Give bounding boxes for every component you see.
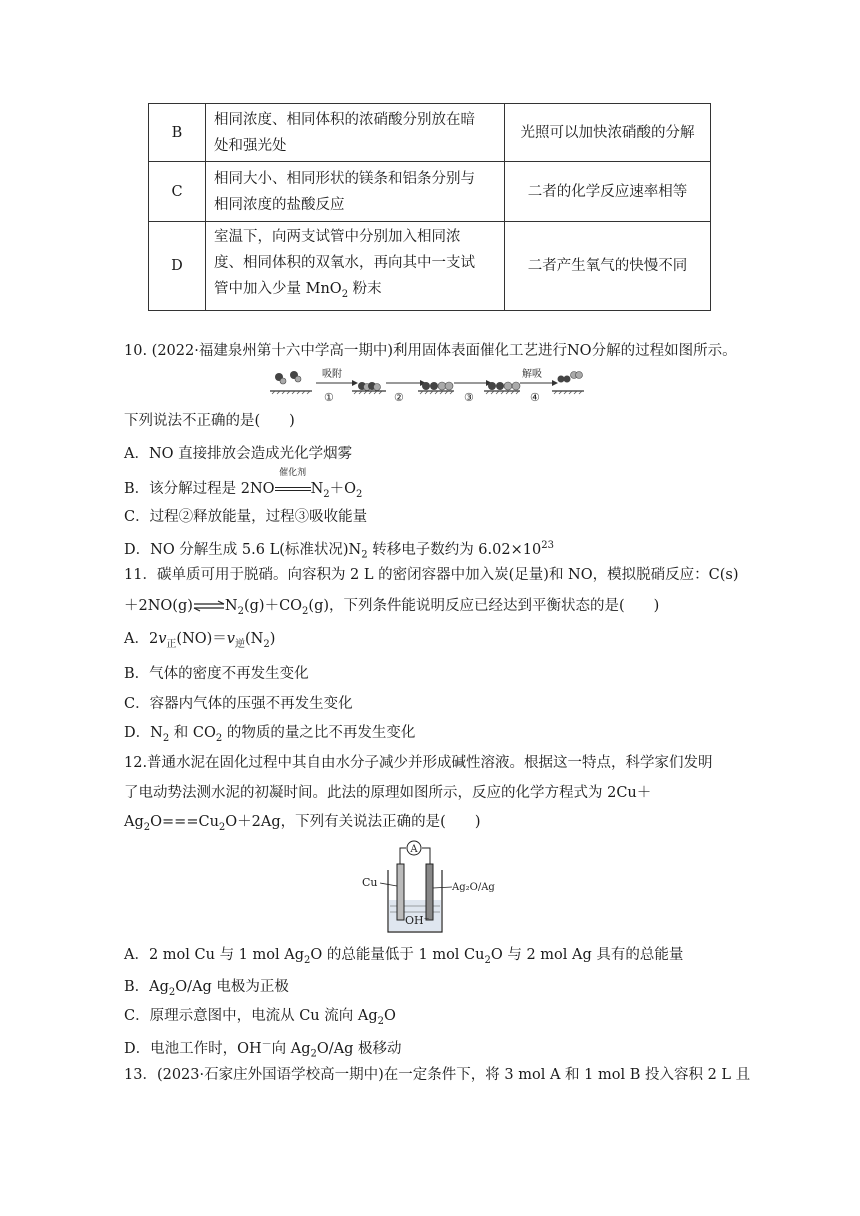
q12-stem-line2: 了电动势法测水泥的初凝时间。此法的原理如图所示，反应的化学方程式为 2Cu＋ xyxy=(124,785,652,801)
row-conclusion: 二者的化学反应速率相等 xyxy=(505,162,711,222)
step-4: ④ xyxy=(530,391,540,404)
ag2o-ag-label: Ag₂O/Ag xyxy=(452,882,495,893)
svg-text:A: A xyxy=(410,844,418,855)
options-table xyxy=(148,103,711,311)
q13-stem-line1: 13．(2023·石家庄外国语学校高一期中)在一定条件下，将 3 mol A 和 1 mol B 投入容积 2 L 且 xyxy=(124,1067,751,1083)
q12-stem-line1: 12.普通水泥在固化过程中其自由水分子减少并形成碱性溶液。根据这一特点，科学家们发明 xyxy=(124,755,713,771)
q10-stem: 10. (2022·福建泉州第十六中学高一期中)利用固体表面催化工艺进行NO分解的过程如图所示。 xyxy=(124,343,737,359)
q11-stem-line1: 11．碳单质可用于脱硝。向容积为 2 L 的密闭容器中加入炭(足量)和 NO，模拟脱硝反应：C(s) xyxy=(124,567,739,583)
q10-prompt: 下列说法不正确的是( ) xyxy=(124,413,295,429)
step-2: ② xyxy=(394,391,404,404)
q12-stem-line3: $Ag_2O===Cu_2O+2Ag$，下列有关说法正确的是( ) xyxy=(124,814,481,833)
row-conclusion: 光照可以加快浓硝酸的分解 xyxy=(505,104,711,162)
row-label: B xyxy=(149,104,206,162)
q10-option-c: C．过程②释放能量，过程③吸收能量 xyxy=(124,509,368,525)
no-decomposition-figure xyxy=(268,363,588,405)
q11-option-c: C．容器内气体的压强不再发生变化 xyxy=(124,696,353,712)
row-description: 室温下，向两支试管中分别加入相同浓 度、相同体积的双氧水，再向其中一支试 管中加入少量 MnO$_2$ 粉末 xyxy=(206,222,505,311)
battery-cell-figure xyxy=(360,840,510,940)
table-row xyxy=(149,104,711,162)
q12-option-a: A．2 mol Cu 与 1 mol $Ag_2O$ 的总能量低于 1 mol $Cu_2O$ 与 2 mol Ag 具有的总能量 xyxy=(124,947,684,966)
equilibrium-arrow-icon xyxy=(193,600,225,612)
row-conclusion: 二者产生氧气的快慢不同 xyxy=(505,222,711,311)
row-label: D xyxy=(149,222,206,311)
oh-label: OH⁻ xyxy=(405,914,430,927)
q12-option-d: D．电池工作时，OH－向 $Ag_2O/Ag$ 极移动 xyxy=(124,1039,402,1060)
q11-stem-line2: ＋2NO(g) $N_2(g)+CO_2(g)$，下列条件能说明反应已经达到平衡状态的是( ) xyxy=(124,598,660,617)
catalyst-equals-sign: 催化剂 xyxy=(275,479,311,499)
q11-option-d: D．$N_2$ 和 $CO_2$ 的物质的量之比不再发生变化 xyxy=(124,725,416,744)
q12-option-c: C．原理示意图中，电流从 Cu 流向 $Ag_2O$ xyxy=(124,1008,396,1027)
row-label: C xyxy=(149,162,206,222)
desorb-label: 解吸 xyxy=(522,369,542,380)
q10-option-d: D．NO 分解生成 5.6 L(标准状况)$N_2$ 转移电子数约为 $6.02\times 10^{23}$ xyxy=(124,540,554,561)
row-description: 相同浓度、相同体积的浓硝酸分别放在暗 处和强光处 xyxy=(206,104,505,162)
table-row xyxy=(149,222,711,311)
step-3: ③ xyxy=(464,391,474,404)
table-row xyxy=(149,162,711,222)
step-1: ① xyxy=(324,391,334,404)
cu-label: Cu xyxy=(362,876,378,889)
row-description: 相同大小、相同形状的镁条和铝条分别与 相同浓度的盐酸反应 xyxy=(206,162,505,222)
q11-option-b: B．气体的密度不再发生变化 xyxy=(124,666,309,682)
q12-option-b: B．$Ag_2O/Ag$ 电极为正极 xyxy=(124,979,289,998)
q10-option-a: A．NO 直接排放会造成光化学烟雾 xyxy=(124,446,353,462)
q10-option-b: B．该分解过程是 2NO 催化剂 $N_2+O_2$ xyxy=(124,468,363,500)
q11-option-a: A．$2v_正(NO)=v_逆(N_2)$ xyxy=(124,631,276,650)
adsorb-label: 吸附 xyxy=(322,369,342,380)
